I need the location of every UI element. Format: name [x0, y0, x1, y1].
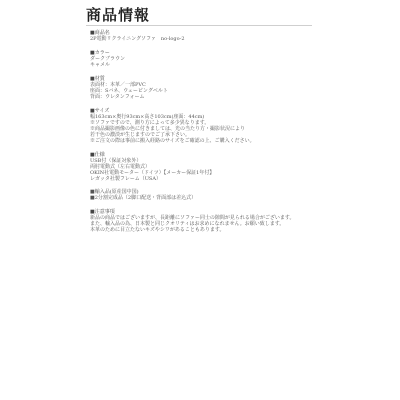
origin-line: ■輸入品(原産国中国): [90, 189, 139, 195]
material-line: 表面材：本革／一部PVC: [90, 82, 146, 88]
size-line: 幅163cm×奥行93cm×高さ103cm(座面：44cm): [90, 114, 205, 120]
section-heading: ■サイズ: [90, 108, 110, 114]
section-heading: ■仕様: [90, 152, 105, 158]
size-section: [90, 108, 320, 144]
material-section: [90, 76, 320, 100]
spec-section: [90, 152, 320, 182]
color-option: ダークブラウン: [90, 56, 126, 62]
size-note: ※ご注文の際は事前に搬入経路のサイズをご確認の上、ご購入ください。: [90, 138, 255, 144]
product-name-text: 2P電動リクライニングソファ no-logo-2: [90, 36, 185, 42]
note-line: 新品の商品ではございますが、長距離にソファー同士の隙間が見られる場合がございます。: [90, 215, 295, 221]
size-note: ※ソファですので、測り方によって多少異なります。: [90, 120, 210, 126]
title-divider: [86, 25, 312, 26]
notes-section: [90, 209, 320, 233]
section-heading: ■材質: [90, 76, 105, 82]
spec-line: レガッタ社製フレーム（USA）: [90, 176, 161, 182]
note-line: また、輸入品の為、日本製と同じクオリティはお求めになれません。お願い致します。: [90, 221, 285, 227]
delivery-section: [90, 189, 320, 201]
material-line: 座面：Sバネ、ウェービングベルト: [90, 88, 168, 94]
spec-line: 両肘電動式（左右電動式）: [90, 164, 151, 170]
section-heading: ■注意事項: [90, 209, 115, 215]
color-section: [90, 50, 320, 68]
page-title: 商品情報: [86, 6, 151, 24]
size-note: 若干色の濃淡が生じますのでご了承下さい。: [90, 132, 191, 138]
assembly-line: ■2分割完成品（2脚口配送・背面部は差込式）: [90, 195, 197, 201]
spec-line: OKIN社電動モーター（ドイツ）【メーカー保証1年付】: [90, 170, 215, 176]
color-option: キャメル: [90, 62, 111, 68]
product-info-content: [90, 30, 320, 233]
material-line: 背面：ウレタンフォーム: [90, 94, 145, 100]
section-heading: ■カラー: [90, 50, 110, 56]
spec-line: USB付（保証対象外）: [90, 158, 142, 164]
section-heading: ■商品名: [90, 30, 110, 36]
size-note: ※商品撮影画像の色に付きましては、光の当たり方・撮影状況により: [90, 126, 246, 132]
note-line: 本革のために目立たないキズやシワがあることもあります。: [90, 227, 225, 233]
product-name-section: [90, 30, 320, 42]
